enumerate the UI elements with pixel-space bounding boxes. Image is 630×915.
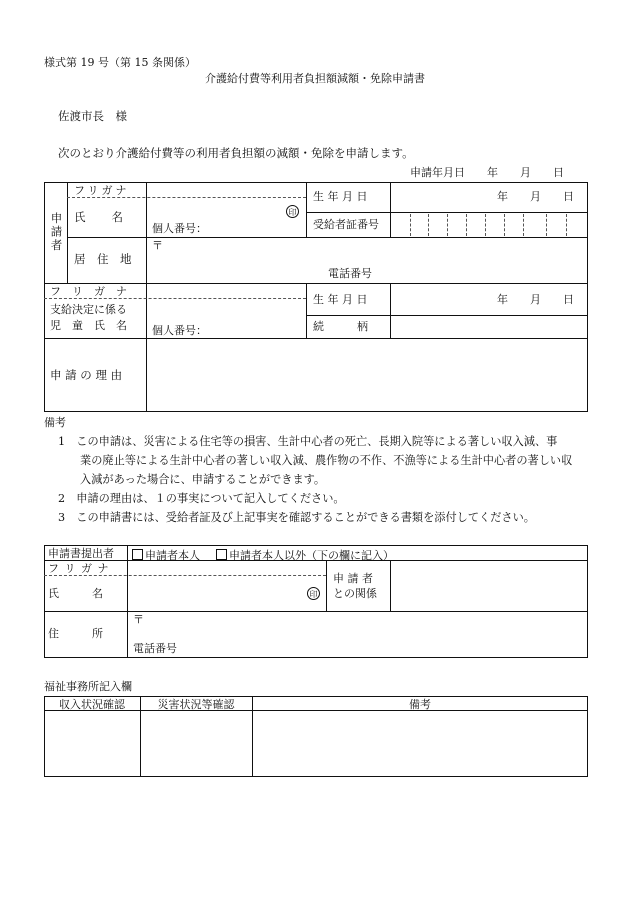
form-number: 様式第 19 号（第 15 条関係） [44,56,196,69]
child-furigana-field[interactable] [148,284,304,297]
recipient-cert-label: 受給者証番号 [313,218,379,231]
relation-label-line2: との関係 [333,587,377,600]
furigana-field[interactable] [148,184,304,196]
seal-icon: 印 [286,205,299,218]
birthdate-value: 年 月 日 [497,190,574,203]
birthdate-field[interactable] [392,184,492,210]
office-col-remarks: 備考 [409,698,431,711]
note-3: 3 この申請書には、受給者証及び上記事実を確認することができる書類を添付してください。 [58,511,535,524]
child-birthdate-label: 生 年 月 日 [313,293,368,306]
submitter-label: 申請書提出者 [48,547,114,560]
submitter-option-self[interactable]: 申請者本人 [132,547,200,563]
child-name-field[interactable] [148,300,304,320]
note-1-line-3: 入減があった場合に、申請することができます。 [80,473,326,486]
intro-text: 次のとおり介護給付費等の利用者負担額の減額・免除を申請します。 [58,146,414,160]
address-field[interactable] [160,239,586,266]
checkbox-self[interactable] [132,549,143,560]
reason-field[interactable] [148,340,586,410]
birthdate-label: 生 年 月 日 [313,190,368,203]
submitter-option-other[interactable]: 申請者本人以外（下の欄に記入） [216,547,394,563]
child-name-label-line1: 支給決定に係る [50,303,127,316]
child-birthdate-value: 年 月 日 [497,293,574,306]
phone-label: 電話番号 [328,267,372,280]
application-date: 申請年月日 年 月 日 [410,166,564,179]
note-1-line-2: 業の廃止等による生計中心者の著しい収入減、農作物の不作、不漁等による生計中心者の著しい収 [80,454,573,467]
addressee: 佐渡市長 様 [58,109,127,123]
furigana-label: フリガナ [74,184,130,197]
relation-field[interactable] [392,562,586,610]
child-name-label-line2: 児 童 氏 名 [50,319,127,332]
individual-number-label: 個人番号： [152,222,207,235]
submitter-name-label: 氏 名 [48,587,103,600]
submitter-furigana-field[interactable] [129,562,324,574]
relationship-field[interactable] [392,316,586,337]
note-2: 2 申請の理由は、１の事実について記入してください。 [58,492,345,505]
name-label: 氏 名 [74,210,124,224]
individual-number-field[interactable] [200,222,304,235]
office-col-disaster: 災害状況等確認 [157,698,235,711]
submitter-seal-icon: 印 [307,587,320,600]
submitter-name-field[interactable] [129,577,304,610]
reason-label: 申 請 の 理 由 [50,368,123,382]
note-1-line-1: 1 この申請は、災害による住宅等の損害、生計中心者の死亡、長期入院等による著しい収入減、事 [58,435,558,448]
submitter-postal-mark: 〒 [133,613,144,626]
relationship-label: 続 柄 [313,320,368,333]
submitter-address-label: 住 所 [48,627,103,640]
office-col-income: 収入状況確認 [59,698,125,711]
child-individual-number-label: 個人番号： [152,324,207,337]
checkbox-other[interactable] [216,549,227,560]
address-label: 居 住 地 [74,252,132,266]
submitter-phone-label: 電話番号 [133,642,177,655]
relation-label-line1: 申 請 者 [333,572,373,585]
form-title: 介護給付費等利用者負担額減額・免除申請書 [205,72,425,85]
recipient-cert-field[interactable] [392,214,586,236]
notes-heading: 備考 [44,416,66,429]
submitter-furigana-label: フ リ ガ ナ [48,562,110,575]
applicant-section-label: 申請者 [49,212,64,253]
name-field[interactable] [148,199,282,219]
postal-mark: 〒 [152,239,163,252]
child-furigana-label: フ リ ガ ナ [50,285,127,298]
submitter-address-field[interactable] [145,613,586,641]
office-heading: 福祉事務所記入欄 [44,680,132,693]
